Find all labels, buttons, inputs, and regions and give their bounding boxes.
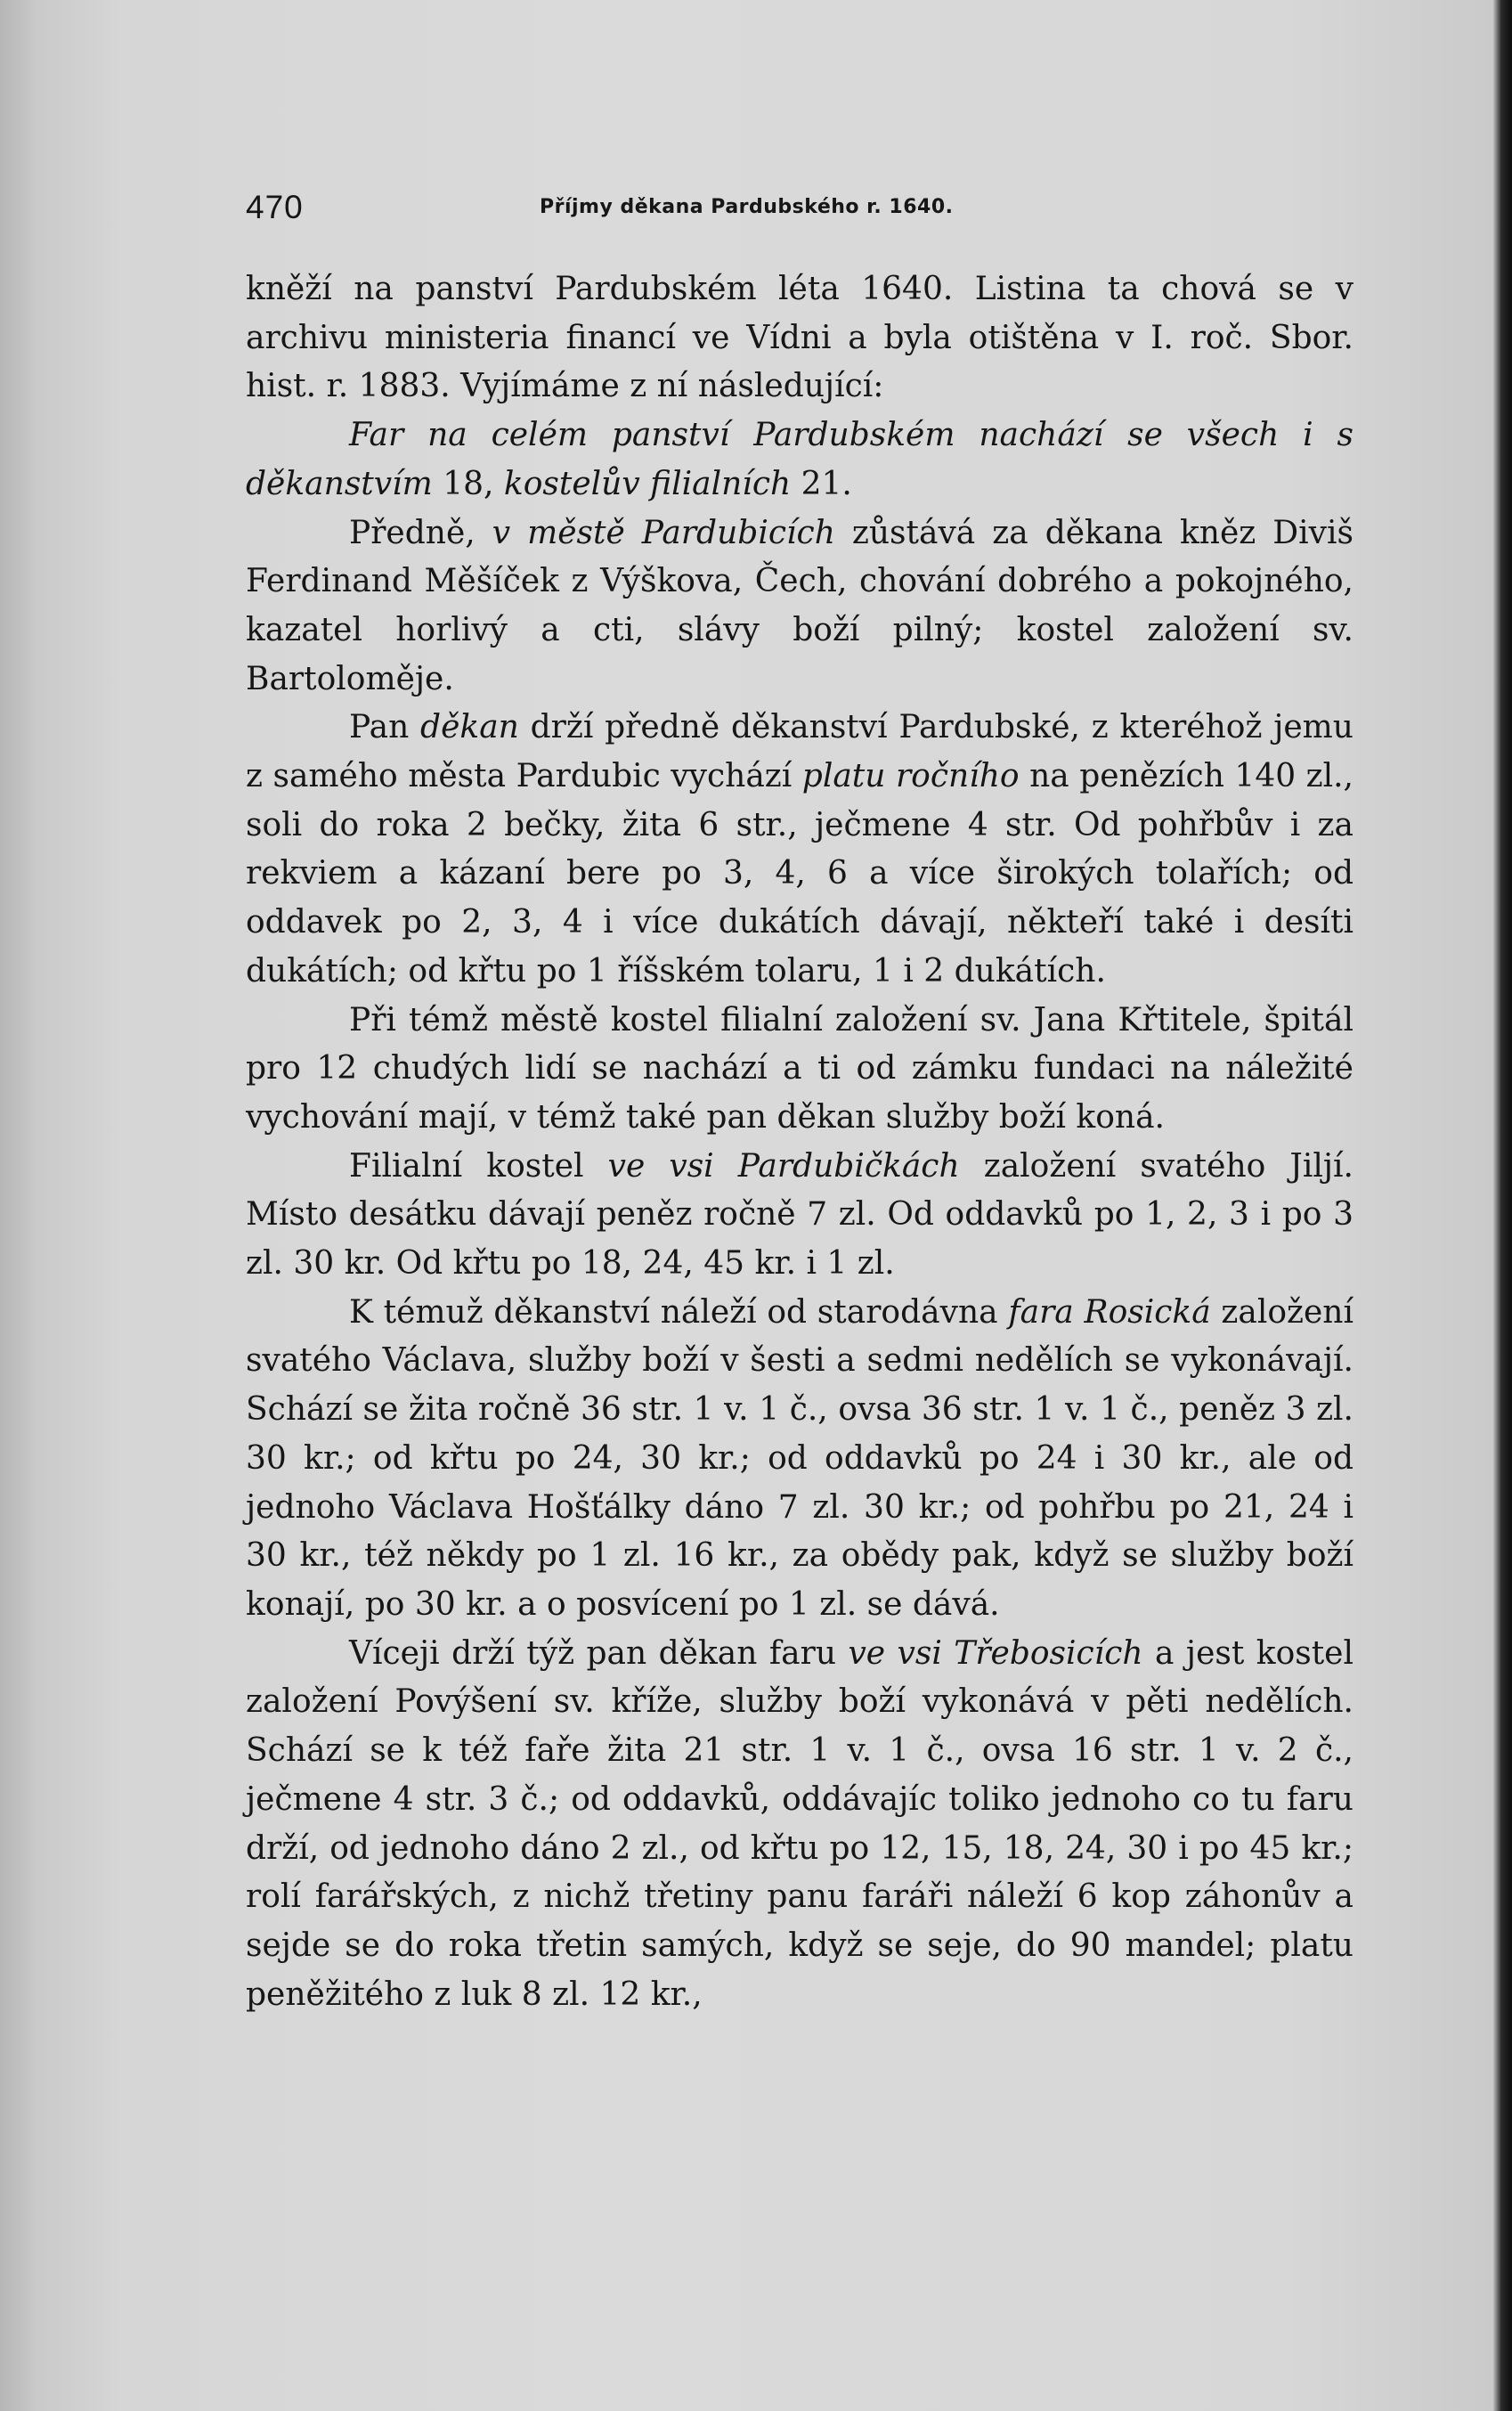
running-head: Příjmy děkana Pardubského r. 1640. (540, 196, 954, 218)
text-run: kněží na panství Pardubském léta 1640. Listina ta chová se v archivu ministeria financí ve Vídni a byla otištěna v I. roč. Sbor. hist. r. 1883. Vyjímáme z ní následující: (246, 271, 1353, 405)
page-header (246, 189, 1359, 233)
italic-run: děkan (420, 709, 519, 746)
text-run: 18, (432, 465, 504, 502)
paragraph (246, 704, 1353, 996)
text-run: K témuž děkanství náleží od starodávna (349, 1293, 1009, 1331)
text-run: a jest kostel založení Povýšení sv. kříže, služby boží vykonává v pěti nedělích. Schází se k též faře žita 21 str. 1 v. 1 č., ovsa 16 str. 1 v. 2 č., ječmene 4 str. 3 č.; od oddavků, oddávajíc toliko jednoho co tu faru drží, od jednoho dáno 2 zl., od křtu po 12, 15, 18, 24, 30 i po 45 kr.; rolí farářských, z nichž třetiny panu faráři náleží 6 kop záhonův a sejde se do roka třetin samých, když se seje, do 90 mandel; platu peněžitého z luk 8 zl. 12 kr., (246, 1634, 1354, 2013)
italic-run: kostelův filialních (503, 465, 792, 502)
italic-run: v městě Pardubicích (492, 514, 835, 551)
page-gutter-shadow (0, 0, 36, 2411)
text-run: Víceji drží týž pan děkan faru (349, 1634, 849, 1672)
italic-run: fara Rosická (1008, 1293, 1211, 1331)
page-edge-border (1492, 0, 1512, 2411)
paragraph (246, 1143, 1353, 1289)
paragraph (246, 1630, 1353, 2020)
text-run: drží předně děkanství Pardubské, z kteréhož jemu z samého města Pardubic vychází (246, 709, 1353, 795)
italic-run: ve vsi Pardubičkách (607, 1147, 960, 1185)
text-run: Při témž městě kostel filialní založení sv. Jana Křtitele, špitál pro 12 chudých lidí se nachází a ti od zámku fundaci na náležité vychování mají, v témž také pan děkan služby boží koná. (246, 1001, 1353, 1136)
text-run: Filialní kostel (349, 1147, 608, 1185)
italic-run: Far na celém panství Pardubském nachází se všech i s děkanstvím (246, 417, 1353, 502)
page-number: 470 (246, 189, 304, 225)
text-run: 21. (791, 465, 852, 502)
italic-run: platu ročního (801, 758, 1020, 795)
text-run: založení svatého Václava, služby boží v šesti a sedmi nedělích se vykonávají. Schází se žita ročně 36 str. 1 v. 1 č., ovsa 36 str. 1 v. 1 č., peněz 3 zl. 30 kr.; od křtu po 24, 30 kr.; od oddavků po 24 i 30 kr., ale od jednoho Václava Hošťálky dáno 7 zl. 30 kr.; od pohřbu po 21, 24 i 30 kr., též někdy po 1 zl. 16 kr., za obědy pak, když se služby boží konají, po 30 kr. a o posvícení po 1 zl. se dává. (246, 1293, 1354, 1623)
paragraph (246, 265, 1353, 411)
paragraph (246, 997, 1353, 1143)
italic-run: ve vsi Třebosicích (848, 1634, 1143, 1672)
paragraph (246, 509, 1353, 705)
text-run: Pan (349, 709, 421, 746)
text-run: na penězích 140 zl., soli do roka 2 bečky, žita 6 str., ječmene 4 str. Od pohřbův i za rekviem a kázaní bere po 3, 4, 6 a více širokých tolařích; od oddavek po 2, 3, 4 i více dukátích dávají, někteří také i desíti dukátích; od křtu po 1 říšském tolaru, 1 i 2 dukátích. (246, 758, 1353, 990)
body-text (246, 265, 1353, 2019)
text-run: založení svatého Jiljí. Místo desátku dávají peněz ročně 7 zl. Od oddavků po 1, 2, 3 i po 3 zl. 30 kr. Od křtu po 18, 24, 45 kr. i 1 zl. (246, 1147, 1353, 1283)
paragraph (246, 411, 1353, 509)
text-run: zůstává za děkana kněz Diviš Ferdinand Měšíček z Výškova, Čech, chování dobrého a pokojného, kazatel horlivý a cti, slávy boží pilný; kostel založení sv. Bartoloměje. (246, 514, 1353, 697)
text-run: Předně, (349, 514, 492, 551)
paragraph (246, 1289, 1353, 1630)
